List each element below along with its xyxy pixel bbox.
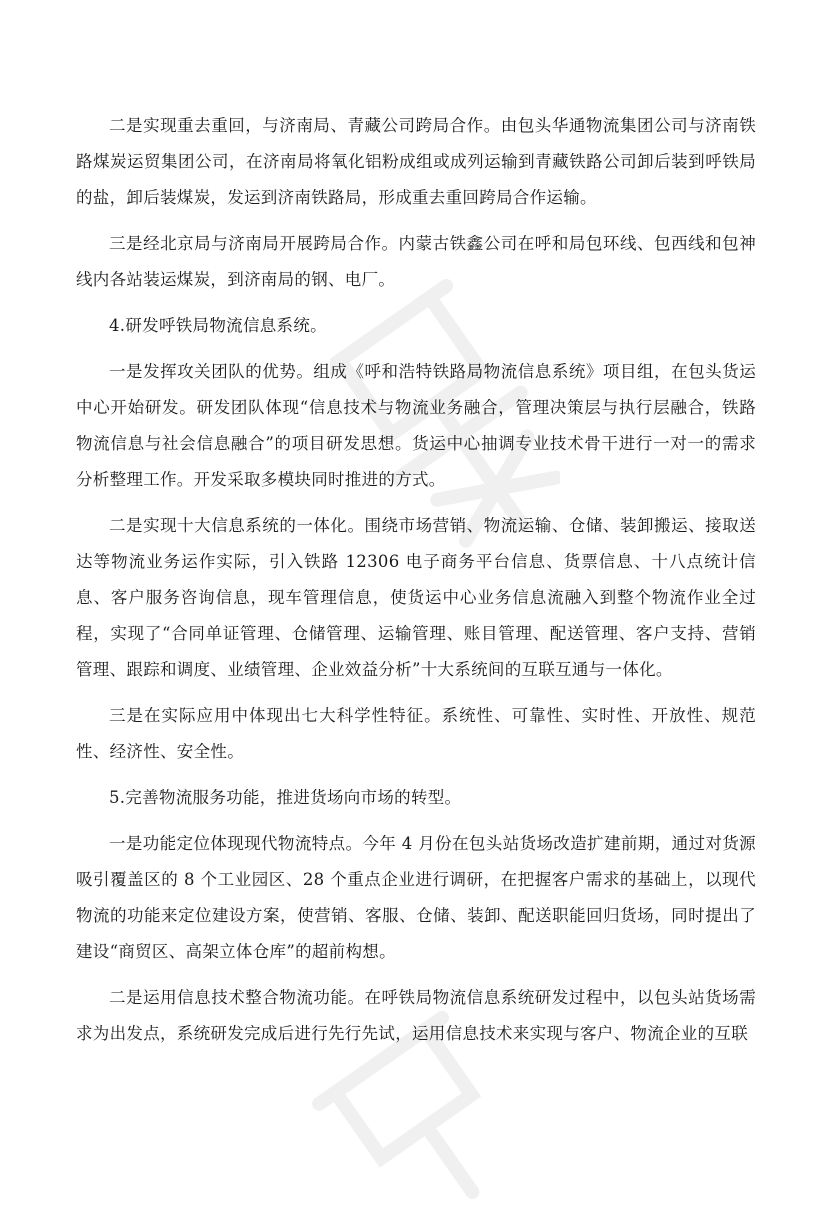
section-heading-4: 4.研发呼铁局物流信息系统。 (109, 316, 327, 335)
paragraph-5: 三是在实际应用中体现出七大科学性特征。系统性、可靠性、实时性、开放性、规范性、经济性、安全性。 (76, 706, 756, 761)
section-heading-5: 5.完善物流服务功能，推进货场向市场的转型。 (109, 788, 462, 807)
paragraph-1: 二是实现重去重回，与济南局、青藏公司跨局合作。由包头华通物流集团公司与济南铁路煤炭运贸集团公司，在济南局将氧化铝粉成组或成列运输到青藏铁路公司卸后装到呼铁局的盐，卸后装煤炭，发运到济南铁路局，形成重去重回跨局合作运输。 (76, 116, 756, 207)
paragraph-2: 三是经北京局与济南局开展跨局合作。内蒙古铁鑫公司在呼和局包环线、包西线和包神线内各站装运煤炭，到济南局的钢、电厂。 (76, 234, 756, 289)
document-body (76, 108, 756, 1062)
paragraph-6: 一是功能定位体现现代物流特点。今年 4 月份在包头站货场改造扩建前期，通过对货源吸引覆盖区的 8 个工业园区、28 个重点企业进行调研，在把握客户需求的基础上，以现代物流的功能来定位建设方案，使营销、客服、仓储、装卸、配送职能回归货场，同时提出了建设“商贸区、高架立体仓库”的超前构想。 (76, 834, 756, 961)
paragraph-3: 一是发挥攻关团队的优势。组成《呼和浩特铁路局物流信息系统》项目组，在包头货运中心开始研发。研发团队体现“信息技术与物流业务融合，管理决策层与执行层融合，铁路物流信息与社会信息融合”的项目研发思想。货运中心抽调专业技术骨干进行一对一的需求分析整理工作。开发采取多模块同时推进的方式。 (76, 362, 756, 489)
paragraph-7: 二是运用信息技术整合物流功能。在呼铁局物流信息系统研发过程中，以包头站货场需求为出发点，系统研发完成后进行先行先试，运用信息技术来实现与客户、物流企业的互联 (76, 988, 756, 1043)
paragraph-4: 二是实现十大信息系统的一体化。围绕市场营销、物流运输、仓储、装卸搬运、接取送达等物流业务运作实际，引入铁路 12306 电子商务平台信息、货票信息、十八点统计信息、客户服务咨询信息，现车管理信息，使货运中心业务信息流融入到整个物流作业全过程，实现了“合同单证管理、仓储管理、运输管理、账目管理、配送管理、客户支持、营销管理、跟踪和调度、业绩管理、企业效益分析”十大系统间的互联互通与一体化。 (76, 516, 756, 679)
